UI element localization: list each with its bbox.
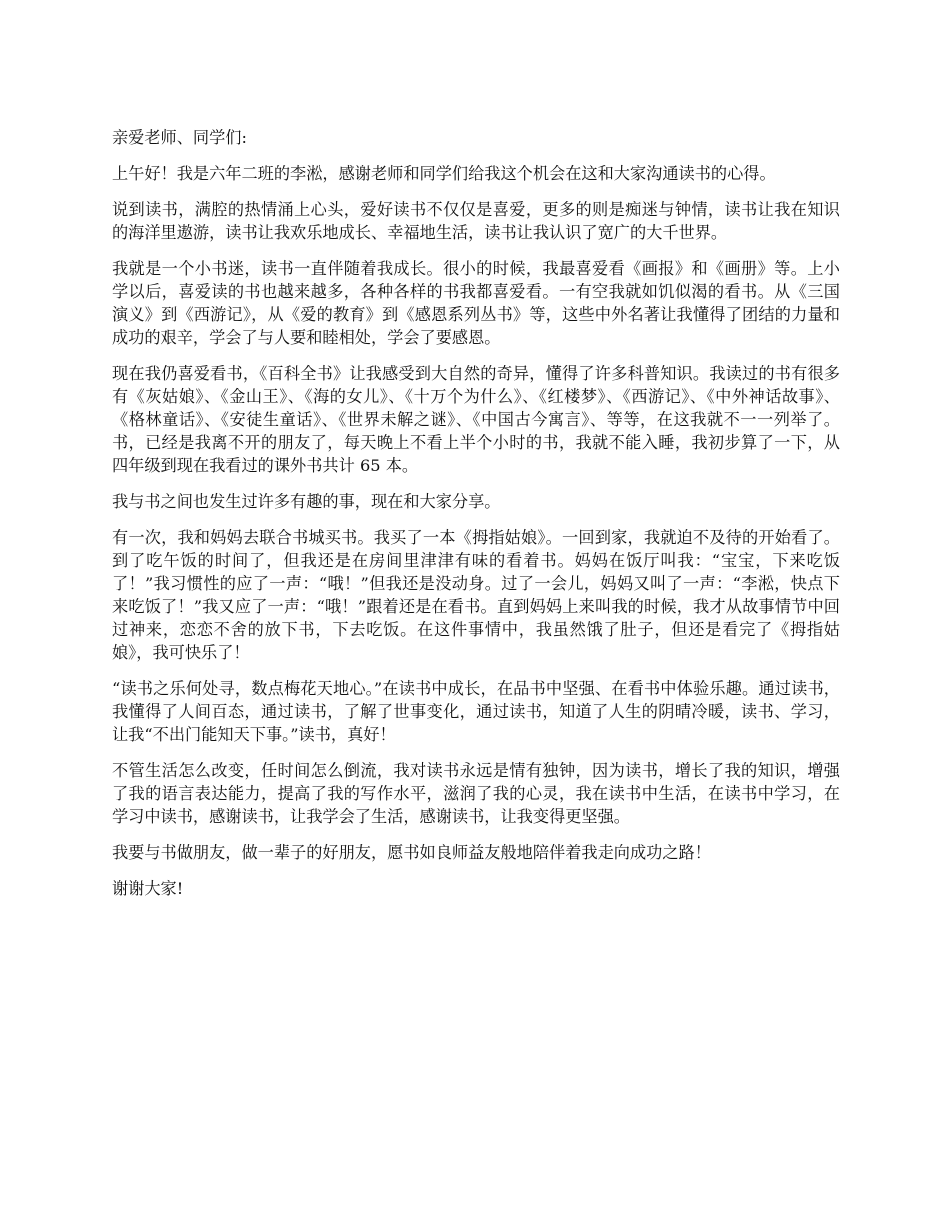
paragraph-friendship: 我要与书做朋友，做一辈子的好朋友，愿书如良师益友般地陪伴着我走向成功之路！ <box>112 843 711 862</box>
paragraph-books-read: 现在我仍喜爱看书，《百科全书》让我感受到大自然的奇异，懂得了许多科普知识。我读过的书有很多有《灰姑娘》、《金山王》、《海的女儿》、《十万个为什么》、《红楼梦》、《西游记》、《中外神话故事》、《格林童话》、《安徒生童话》、《世界未解之谜》、《中国古今寓言》、等等，在这我就不一一列举了。书，已经是我离不开的朋友了，每天晚上不看上半个小时的书，我就不能入睡，我初步算了一下，从四年级到现在我看过的课外书共计 65 本。 <box>112 364 840 475</box>
salutation: 亲爱老师、同学们: <box>112 128 247 147</box>
document-body <box>112 126 840 913</box>
paragraph-story: 有一次，我和妈妈去联合书城买书。我买了一本《拇指姑娘》。一回到家，我就迫不及待的开始看了。到了吃午饭的时间了，但我还是在房间里津津有味的看着书。妈妈在饭厅叫我：“宝宝，下来吃饭了！”我习惯性的应了一声：“哦！”但我还是没动身。过了一会儿，妈妈又叫了一声：“李淞，快点下来吃饭了！”我又应了一声：“哦！”跟着还是在看书。直到妈妈上来叫我的时候，我才从故事情节中回过神来，恋恋不舍的放下书，下去吃饭。在这件事情中，我虽然饿了肚子，但还是看完了《拇指姑娘》，我可快乐了！ <box>112 528 840 662</box>
paragraph-little-bookworm: 我就是一个小书迷，读书一直伴随着我成长。很小的时候，我最喜爱看《画报》和《画册》等。上小学以后，喜爱读的书也越来越多，各种各样的书我都喜爱看。一有空我就如饥似渴的看书。从《三国演义》到《西游记》，从《爱的教育》到《感恩系列丛书》等，这些中外名著让我懂得了团结的力量和成功的艰辛，学会了与人要和睦相处，学会了要感恩。 <box>112 259 840 347</box>
paragraph-greeting: 上午好！我是六年二班的李淞，感谢老师和同学们给我这个机会在这和大家沟通读书的心得。 <box>112 164 776 183</box>
paragraph-gratitude: 不管生活怎么改变，任时间怎么倒流，我对读书永远是情有独钟，因为读书，增长了我的知识，增强了我的语言表达能力，提高了我的写作水平，滋润了我的心灵，我在读书中生活，在读书中学习，在学习中读书，感谢读书，让我学会了生活，感谢读书，让我变得更坚强。 <box>112 761 840 826</box>
paragraph-joy-of-reading: “读书之乐何处寻，数点梅花天地心。”在读书中成长，在品书中坚强、在看书中体验乐趣。通过读书，我懂得了人间百态，通过读书，了解了世事变化，通过读书，知道了人生的阴晴冷暖，读书、学习，让我“不出门能知天下事。”读书，真好！ <box>112 679 840 744</box>
paragraph-love-of-reading: 说到读书，满腔的热情涌上心头，爱好读书不仅仅是喜爱，更多的则是痴迷与钟情，读书让我在知识的海洋里遨游，读书让我欢乐地成长、幸福地生活，读书让我认识了宽广的大千世界。 <box>112 200 840 242</box>
closing: 谢谢大家! <box>112 879 184 898</box>
paragraph-share-intro: 我与书之间也发生过许多有趣的事，现在和大家分享。 <box>112 492 501 511</box>
